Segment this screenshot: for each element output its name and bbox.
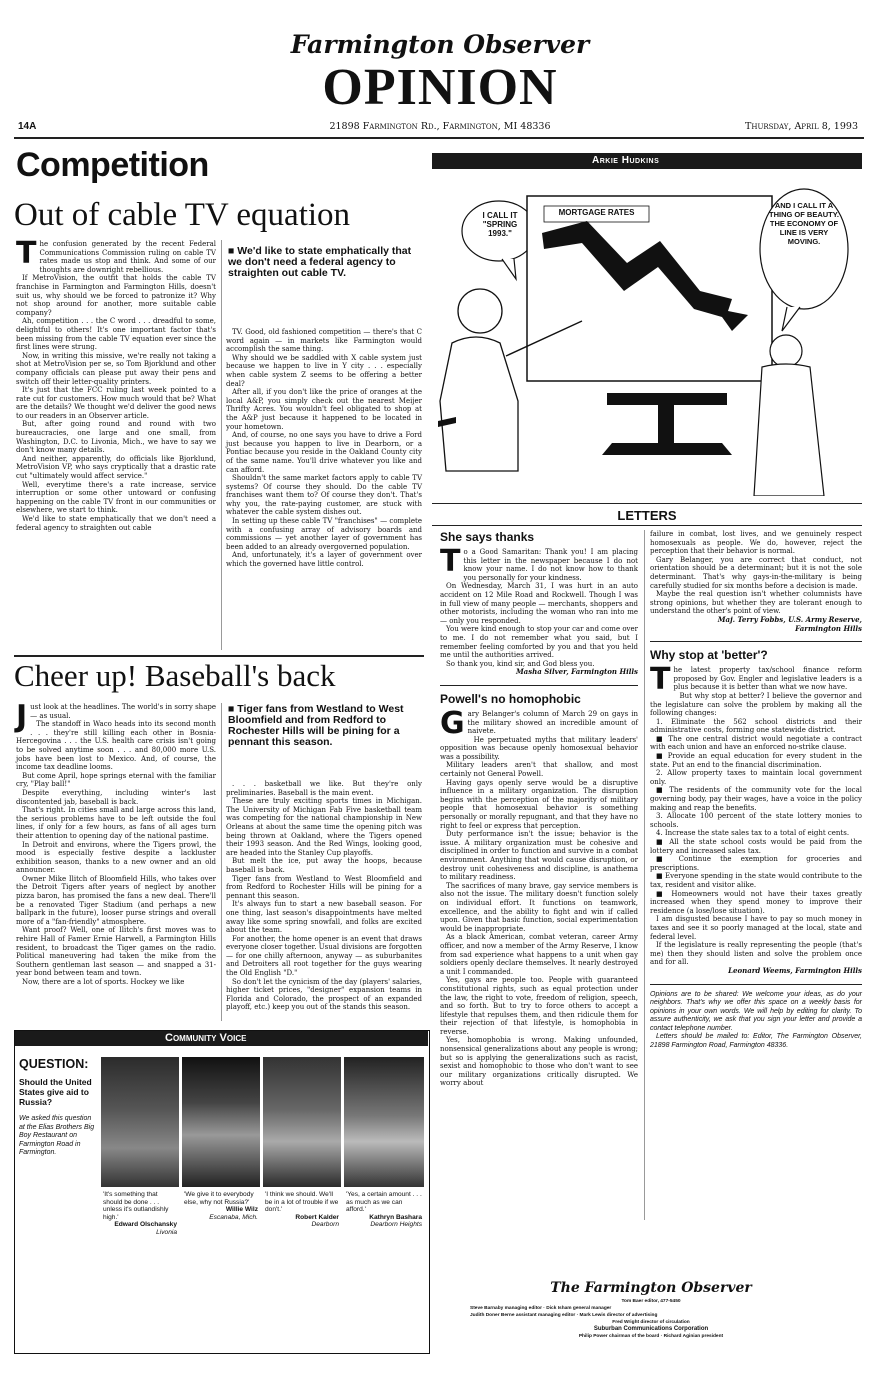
respondent-caption-1: 'It's something that should be done . . . unless it's outlandishly high.' Edward Olschansky Livonia [103,1191,177,1236]
easel-base [602,443,732,455]
competition-column-2: TV. Good, old fashioned competition — there's that C word again — in markets like Farmington would accomplish the same thing. Why should we be saddled with X cable system just because we happen to live in Y city . . . especially when cable system Z seems to be offering a better deal? After all, if you don't like the price of oranges at the local A&P, you simply check out the nearest Meijer Thrifty Acres. You wouldn't feel obligated to shop at the A&P just because it happened to be located in your hometown. And, of course, no one says you have to drive a Ford just because you happen to live in Dearborn, or a Pontiac because you reside in the Oakland County city of the same name. You'll drive whatever you like and can afford. Shouldn't the same market factors apply to cable TV systems? Of course they should. Do the cable TV franchises want them to? Of course they don't. That's why you, the rate-paying customer, are stuck with whatever the cable system dishes out. In setting up these cable TV "franchises" — complete with a confusing array of advisory boards and commissions — yet another layer of government has been added to an already overgoverned population. And, unfortunately, it's a layer of government over which the governed have little control. [226,328,422,569]
question-text: Should the United States give aid to Russia? [19,1077,92,1107]
critic-body [754,364,824,496]
staff-row-5: Suburban Communications Corporation [593,1326,709,1332]
presenter-body [440,337,518,471]
shared-note: Opinions are to be shared: We welcome your ideas, as do your neighbors. That's why we offer this space on a weekly basis for opinions in your own words. We will help by editing for clarity. To assure authenticity, we ask that you sign your letter and provide a contact telephone number. Letters should be mailed to: Editor, The Farmington Observer, 21898 Farmington Road, Farmington 48336. [650,990,862,1050]
speech-balloon-left-tail [502,259,516,279]
respondent-photo-3 [263,1057,341,1187]
question-note: We asked this question at the Elias Brothers Big Boy Restaurant on Farmington Road in Farmington. [19,1115,95,1157]
respondent-photo-4 [344,1057,424,1187]
community-voice-title: Community Voice [165,1032,247,1044]
easel-board [527,196,772,381]
community-voice-banner [15,1031,428,1046]
paper-name: Farmington Observer [290,30,590,59]
easel-stand-top [607,393,727,405]
powell-signature: Maj. Terry Fobbs, U.S. Army Reserve, Farmington Hills [717,614,862,633]
staff-row-6: Philip Power chairman of the board · Richard Aginian president [578,1334,724,1339]
speech-left-text: I CALL IT "SPRING 1993." [482,211,518,238]
section-title: OPINION [322,59,558,116]
baseball-column-1: Just look at the headlines. The world's in sorry shape — as usual. The standoff in Waco heads into its second month . . . they're still killing each other in Bosnia-Hercegovina . . . the U.S. health care crisis isn't going to be solved anytime soon . . . and 80,000 more U.S. jobs have been lost to Mexico. And, of course, the income tax deadline looms. But come April, hope springs eternal with the familiar cry, "Play ball!" Despite everything, including winter's last discontented jab, baseball is back. That's right. In cities small and large across this land, the serious problems have to be left outside the foul lines, if only for a few hours, as fans of all ages turn their attention to opening day of the national pastime. In Detroit and environs, where the Tigers prowl, the mood is especially festive despite a lackluster exhibition season, thanks to a new owner and an old announcer. Owner Mike Ilitch of Bloomfield Hills, who takes over the Detroit Tigers after years of neglect by another pizza baron, has promised the fans a new deal. There'll be a renovated Tiger Stadium (and perhaps a new ballpark in the future), looser purse strings and overall more of a "fan-friendly" atmosphere. Want proof? Well, one of Ilitch's first moves was to rehire Hall of Famer Ernie Harwell, a Farmington Hills resident, to broadcast the Tiger games on the radio. Political maneuvering had taken the mike from the Southern gentleman last season — and snapped a 31-year bond between team and town. Now, there are a lot of sports. Hockey we like [16,699,216,986]
letters-left-column: She says thanks To a Good Samaritan: Thank you! I am placing this letter in the newspaper because I do not know your name. I do not know how to thank you personally for your kindness. On Wednesday, March 31, I was hurt in an auto accident on 12 Mile Road and Rockwell. Though I was in full view of many people — merchants, shoppers and other motorists, including the woman who ran into me — only you responded. You were kind enough to stop your car and come over to me. I do not remember what you said, but I remember feeling comforted by you and that you held me until the authorities arrived. So thank you, kind sir, and God bless you. Masha Silver, Farmington Hills Powell's no homophobic Gary Belanger's column of March 29 on gays in the military showed an incredible amount of naivete. He perpetuated myths that military leaders' opposition was because openly homosexual behavior was a possibility. Military leaders aren't that shallow, and most certainly not General Powell. Having gays openly serve would be a disruptive influence in a military organization. The disruption begins with the perception of the majority of military people that homosexual behavior is something personally or morally repugnant, and that they have no right to feel or express that perception. Duty performance isn't the issue; behavior is the issue. A military organization must be cohesive and disciplined in order to function and survive in a combat environment. Anything that would cause disruption, or destroy unit cohesiveness and discipline, is anathema to military readiness. The sacrifices of many brave, gay service members is also not the issue. The military doesn't function solely on individual effort. It functions on teamwork, excellence, and the ability to fight and win if called upon. Given that basic function, social experimentation would be inappropriate. As a black American, combat veteran, career Army officer, and now a member of the Army Reserve, I know from sad experience what happens to a unit when gay soldiers openly declare themselves. It nearly destroyed a unit I commanded. Yes, gays are people too. People with guaranteed constitutional rights, such as equal protection under the law, the right to vote, freedom of religion, speech, and so forth. But to try to force others to accept a lifestyle that repulses them, and then ridicule them for their rejection of that lifestyle, is homophobia in reverse. Yes, homophobia is wrong. Making unfounded, nonsensical generalizations about any people is wrong; but so is applying the generalizations such as racist, sexist and homophobic to those who don't want to see our military organizations critically disrupted. We worry about [440,530,638,1088]
staff-row-1: Tom Baer editor, 477-5450 [621,1299,681,1304]
critic-head [770,335,802,367]
dropcap-t: T [16,236,37,271]
competition-kicker: Competition [16,146,209,184]
community-voice [14,1030,430,1354]
competition-pullquote: ■ We'd like to state emphatically that we don't need a federal agency to straighten out cable TV. [228,245,412,279]
cartoonist-name: Arkie Hudkins [592,155,660,166]
respondent-photo-2 [182,1057,260,1187]
speech-balloon-right-tail [782,307,800,331]
page-number: 14A [18,121,37,132]
dropcap-j: J [16,699,28,734]
staff-logo: The Farmington Observer [550,1280,752,1296]
respondent-caption-4: 'Yes, a certain amount . . . as much as we can afford.' Kathryn Bashara Dearborn Heights [346,1191,422,1229]
thanks-signature: Masha Silver, Farmington Hills [515,667,638,677]
powell-title: Powell's no homophobic [440,691,581,706]
baseball-pullquote: ■ Tiger fans from Westland to West Bloomfield and from Redford to Rochester Hills will be pining for a pennant this season. [228,703,404,748]
staff-row-2: Steve Barnaby managing editor · Dick Isham general manager [470,1306,612,1311]
speech-right-text: AND I CALL IT A THING OF BEAUTY. THE ECONOMY OF LINE IS VERY MOVING. [768,201,839,246]
easel-post [658,405,674,443]
better-signature: Leonard Weems, Farmington Hills [728,965,862,975]
competition-headline: Out of cable TV equation [14,197,351,233]
competition-column-1: The confusion generated by the recent Federal Communications Commission ruling on cable TV rates made us stop and think. And some of our thoughts are downright rebellious. If MetroVision, the outfit that holds the cable TV franchise in Farmington and Farmington Hills, doesn't suit us, why should we be forced to patronize it? Why not shop around for another, more suitable cable company? Ah, competition . . . the C word . . . dreadful to some, delightful to others! It's one important factor that's been missing from the cable TV equation ever since the first lines were strung. Now, in writing this missive, we're really not taking a shot at MetroVision per se, so Tom Bjorklund and other company officials can please put away their pens and switch off their letter-quality printers. It's just that the FCC ruling last week pointed to a rate cut for customers. How much would that be? What are the details? We thought we'd deliver the good news to our readers in an Observer article. But, after going round and round with two bureaucracies, one large and one small, from Washington, D.C. to Livonia, Mich., we have to say we don't know many details. And neither, apparently, do officials like Bjorklund, MetroVision VP, who says cryptically that a drastic rate cut "ultimately would affect service." Well, everytime there's a rate increase, service interruption or some other untoward or confusing happening on the cable TV front in our communities or elsewhere, we start to think. We'd like to state emphatically that we don't need a federal agency to straighten out cable [16,236,216,532]
staff-row-3: Judith Doner Berne assistant managing editor · Mark Lewis director of advertising [470,1313,658,1318]
thanks-title: She says thanks [440,530,535,544]
question-box [19,1057,97,1158]
baseball-column-2: . . . basketball we like. But they're only preliminaries. Baseball is the main event. These are truly exciting sports times in Michigan. The University of Michigan Fab Five basketball team was competing for the national championship in New Orleans at about the same time the opening pitch was being thrown at Oakland, where the Tigers opened their 1993 season. And the Red Wings, looking good, are headed into the Stanley Cup playoffs. But melt the ice, put away the hoops, because baseball is back. Tiger fans from Westland to West Bloomfield and from Redford to Rochester Hills will be pining for a pennant this season. It's always fun to start a new baseball season. For one thing, last season's disappointments have melted away like some spring snowfall, and folks are excited about the team. For another, the home opener is an event that draws everyone closer together. Usual divisions are forgotten — for one chilly afternoon, anyway — as suburbanites and Detroiters all root together for the guys wearing the Old English "D." So don't let the cynicism of the day (players' salaries, higher ticket prices, "designer" expansion teams in Florida and Colorado, the prospect of an expanded playoff, etc.) keep you out of the stands this season. [226,780,422,1012]
letters-right-column: failure in combat, lost lives, and we genuinely respect homosexuals as people. We do, however, reject the perception that their behavior is normal. Gary Belanger, you are correct that conduct, not orientation should be a determinant; but it is not the sole determinant. That's why gays-in-the-military is being carefully studied for six months before a decision is made. Maybe the real question isn't whether columnists have strong opinions, but whether they are tolerant enough to understand the other's point of view. Maj. Terry Fobbs, U.S. Army Reserve, Farmington Hills Why stop at 'better'? The latest property tax/school finance reform proposed by Gov. Engler and legislative leaders is a plus because it is better than what we now have. But why stop at better? I believe the governor and the legislature can solve the problem by making all the following changes: 1. Eliminate the 562 school districts and their administrative costs, forming one statewide district. ■ The one central district would negotiate a contract with each union and have an enforced no-strike clause. ■ Provide an equal education for every student in the state. Put an end to the financial discrimination. 2. Allow property taxes to maintain local government only. ■ The residents of the community vote for the local governing body, pay their wages, have a voice in the policy making and reap the benefits. 3. Allocate 100 percent of the state lottery monies to schools. 4. Increase the state sales tax to a total of eight cents. ■ All the state school costs would be paid from the lottery and increased sales tax. ■ Continue the exemption for groceries and prescriptions. ■ Everyone spending in the state would contribute to the tax, resident and visitor alike. ■ Homeowners would not have their taxes greatly increased when they spend money to improve their residence (a lose/lose situation). I am disgusted because I have to pay so much money in taxes and see it so poorly managed at the local, state and federal level. If the legislature is really representing the people (that's me) then they should listen and solve the problem once and for all. Leonard Weems, Farmington Hills Opinions are to be shared: We welcome your ideas, as do your neighbors. That's why we offer this space on a weekly basis for opinions in your own words. We will help by editing for clarity. To assure authenticity, we ask that you sign your letter and provide a contact telephone number. Letters should be mailed to: Editor, The Farmington Observer, 21898 Farmington Road, Farmington 48336. [650,530,862,1050]
chart-label: MORTGAGE RATES [558,208,635,217]
address: 21898 Farmington Rd., Farmington, MI 48336 [329,121,551,132]
cartoon [432,153,862,498]
masthead [0,0,880,150]
staff-row-4: Fred Wright director of circulation [612,1320,690,1325]
date: Thursday, April 8, 1993 [745,121,858,132]
respondent-caption-3: 'I think we should. We'll be in a lot of trouble if we don't.' Robert Kalder Dearborn [265,1191,339,1229]
dropcap-t2: T [440,544,461,579]
dropcap-g: G [440,705,465,741]
baseball-headline: Cheer up! Baseball's back [14,658,336,693]
respondent-photo-1 [101,1057,179,1187]
cartoon-credit-bar [432,153,862,169]
respondent-caption-2: 'We give it to everybody else, why not Russia?' Willie Wilz Escanaba, Mich. [184,1191,258,1221]
presenter-head [458,289,502,333]
dropcap-t3: T [650,662,671,698]
better-title: Why stop at 'better'? [650,648,768,663]
staff-box [440,1280,862,1340]
question-label: QUESTION: [19,1057,89,1071]
letters-header: LETTERS [617,508,677,523]
